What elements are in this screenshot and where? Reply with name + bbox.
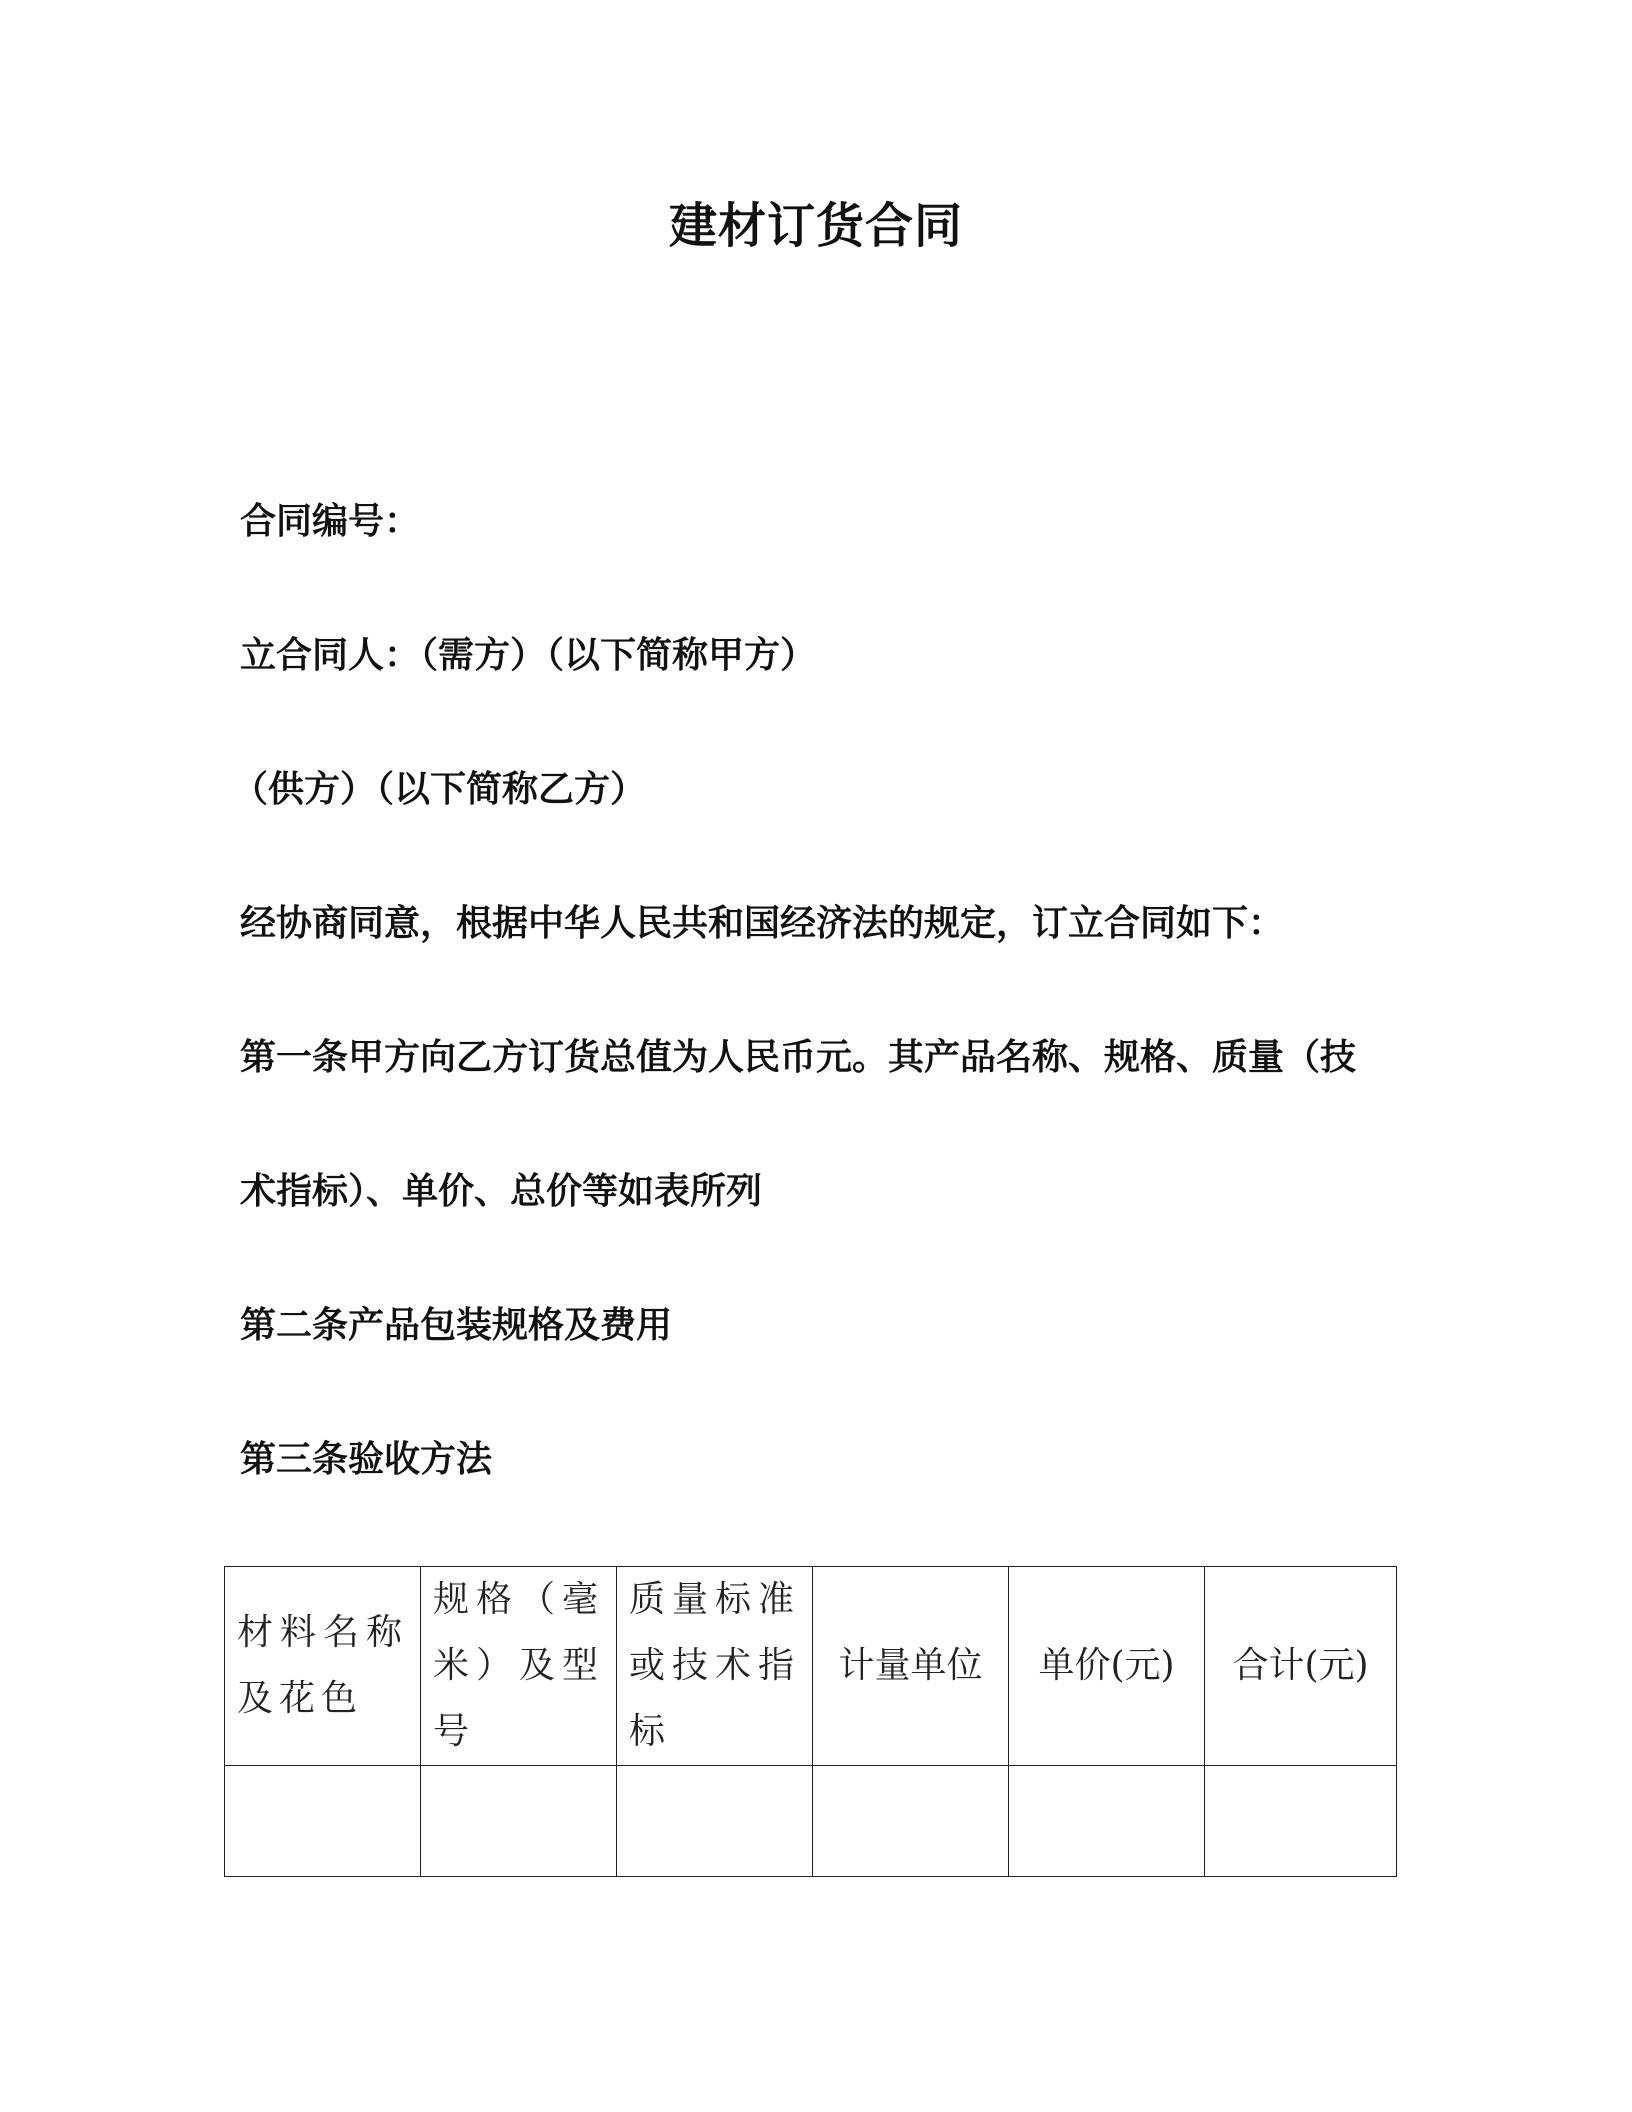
header-quality-standard: 质量标准或技术指标 (617, 1567, 813, 1766)
header-unit-price: 单价(元) (1009, 1567, 1205, 1766)
table-cell (1009, 1766, 1205, 1877)
header-spec-model: 规格（毫米）及型号 (421, 1567, 617, 1766)
table-cell (617, 1766, 813, 1877)
article-3-heading: 第三条验收方法 (240, 1439, 493, 1480)
party-a-line: 立合同人：（需方）（以下简称甲方） (240, 635, 817, 676)
party-b-line: （供方）（以下简称乙方） (232, 769, 647, 810)
article-2-heading: 第二条产品包装规格及费用 (240, 1305, 673, 1346)
article-1-line-1: 第一条甲方向乙方订货总值为人民币元。其产品名称、规格、质量（技 (240, 1037, 1357, 1078)
order-table (224, 1566, 1397, 1877)
table-header-row (225, 1567, 1397, 1766)
contract-number-label: 合同编号： (240, 501, 421, 542)
contract-title: 建材订货合同 (668, 198, 963, 254)
table-cell (813, 1766, 1009, 1877)
header-unit: 计量单位 (813, 1567, 1009, 1766)
preamble-paragraph: 经协商同意，根据中华人民共和国经济法的规定，订立合同如下： (240, 903, 1285, 944)
table-cell (421, 1766, 617, 1877)
header-material-name: 材料名称及花色 (225, 1567, 421, 1766)
table-cell (1205, 1766, 1397, 1877)
header-total: 合计(元) (1205, 1567, 1397, 1766)
table-row (225, 1766, 1397, 1877)
table-cell (225, 1766, 421, 1877)
article-1-line-2: 术指标）、单价、总价等如表所列 (240, 1171, 763, 1212)
